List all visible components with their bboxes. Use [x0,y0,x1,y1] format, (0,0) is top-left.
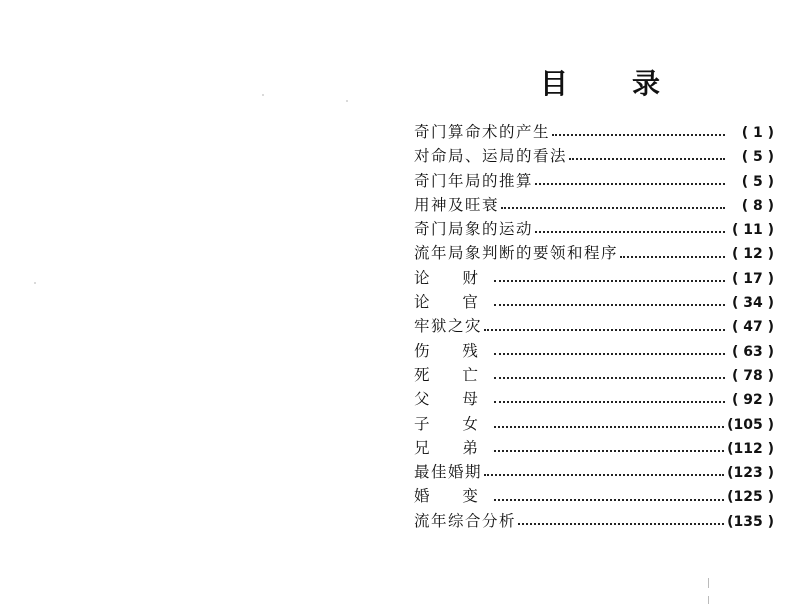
dot-leader [494,377,725,379]
toc-entry-page: (125 ) [727,489,774,506]
toc-entry[interactable] [414,266,774,290]
toc-entry-label: 用神及旺衰 [414,195,500,214]
dot-leader [569,158,725,160]
dot-leader [494,304,725,306]
toc-entry-label: 婚 变 [414,487,492,506]
toc-page [390,0,793,612]
toc-entry-page: ( 17 ) [731,270,774,287]
dot-leader [620,256,725,258]
toc-entry-page: ( 11 ) [731,222,774,239]
toc-entry[interactable] [414,169,774,193]
toc-entry[interactable] [414,339,774,363]
toc-entry-label: 奇门局象的运动 [414,220,534,239]
toc-entry-label: 对命局、运局的看法 [414,147,568,166]
scan-speck [34,282,36,284]
toc-entry[interactable] [414,314,774,338]
toc-entry-label: 兄 弟 [414,438,492,457]
toc-entry-label: 论 官 [414,293,492,312]
dot-leader [484,474,724,476]
toc-entry[interactable] [414,436,774,460]
toc-entry-page: (123 ) [727,465,774,482]
toc-entry-label: 流年局象判断的要领和程序 [414,244,619,263]
toc-title-char-1: 目 [540,67,569,100]
toc-entry-page: ( 63 ) [731,343,774,360]
toc-entry-page: ( 34 ) [731,295,774,312]
toc-entry-label: 奇门算命术的产生 [414,123,551,141]
toc-entry-page: ( 1 ) [741,125,774,141]
toc-entry[interactable] [414,484,774,508]
toc-entry[interactable] [414,217,774,241]
dot-leader [494,353,725,355]
toc-entry-page: ( 78 ) [731,367,774,384]
dot-leader [484,329,725,331]
toc-entry[interactable] [414,193,774,217]
scan-edge-mark [708,578,709,588]
dot-leader [535,231,725,233]
dot-leader [494,426,724,428]
toc-entry-page: ( 47 ) [731,319,774,336]
toc-entry-label: 奇门年局的推算 [414,171,534,190]
dot-leader [494,401,725,403]
toc-entry[interactable] [414,412,774,436]
dot-leader [494,450,724,452]
dot-leader [552,134,725,136]
toc-entry-page: (105 ) [727,416,774,433]
toc-entry-label: 子 女 [414,414,492,433]
toc-entry-page: (135 ) [727,513,774,530]
toc-entry[interactable] [414,363,774,387]
toc-entry[interactable] [414,290,774,314]
toc-entry-label: 死 亡 [414,365,492,384]
toc-entry-label: 牢狱之灾 [414,317,483,336]
toc-entry-page: (112 ) [727,440,774,457]
toc-entry-page: ( 5 ) [741,173,774,190]
toc-entry-page: ( 8 ) [741,197,774,214]
dot-leader [501,207,725,209]
toc-title [540,62,660,102]
toc-title-char-2: 录 [631,67,660,100]
toc-entry-label: 父 母 [414,390,492,409]
left-blank-page [0,0,390,612]
toc-entry[interactable] [414,460,774,484]
toc-entry-page: ( 5 ) [741,149,774,166]
toc-entry-page: ( 12 ) [731,246,774,263]
toc-entry-label: 论 财 [414,268,492,287]
dot-leader [518,523,724,525]
scan-speck [262,94,264,96]
toc-entry[interactable] [414,144,774,168]
toc-entry-label: 流年综合分析 [414,511,517,530]
toc-entry-label: 伤 残 [414,341,492,360]
toc-entry[interactable] [414,241,774,265]
scan-speck [346,100,348,102]
dot-leader [494,499,724,501]
toc-entry-page: ( 92 ) [731,392,774,409]
toc-entry[interactable] [414,509,774,533]
dot-leader [535,183,725,185]
toc-entry[interactable] [414,120,774,144]
toc-list [414,120,774,533]
scan-edge-mark [708,596,709,604]
dot-leader [494,280,725,282]
toc-entry[interactable] [414,387,774,411]
toc-entry-label: 最佳婚期 [414,463,483,482]
